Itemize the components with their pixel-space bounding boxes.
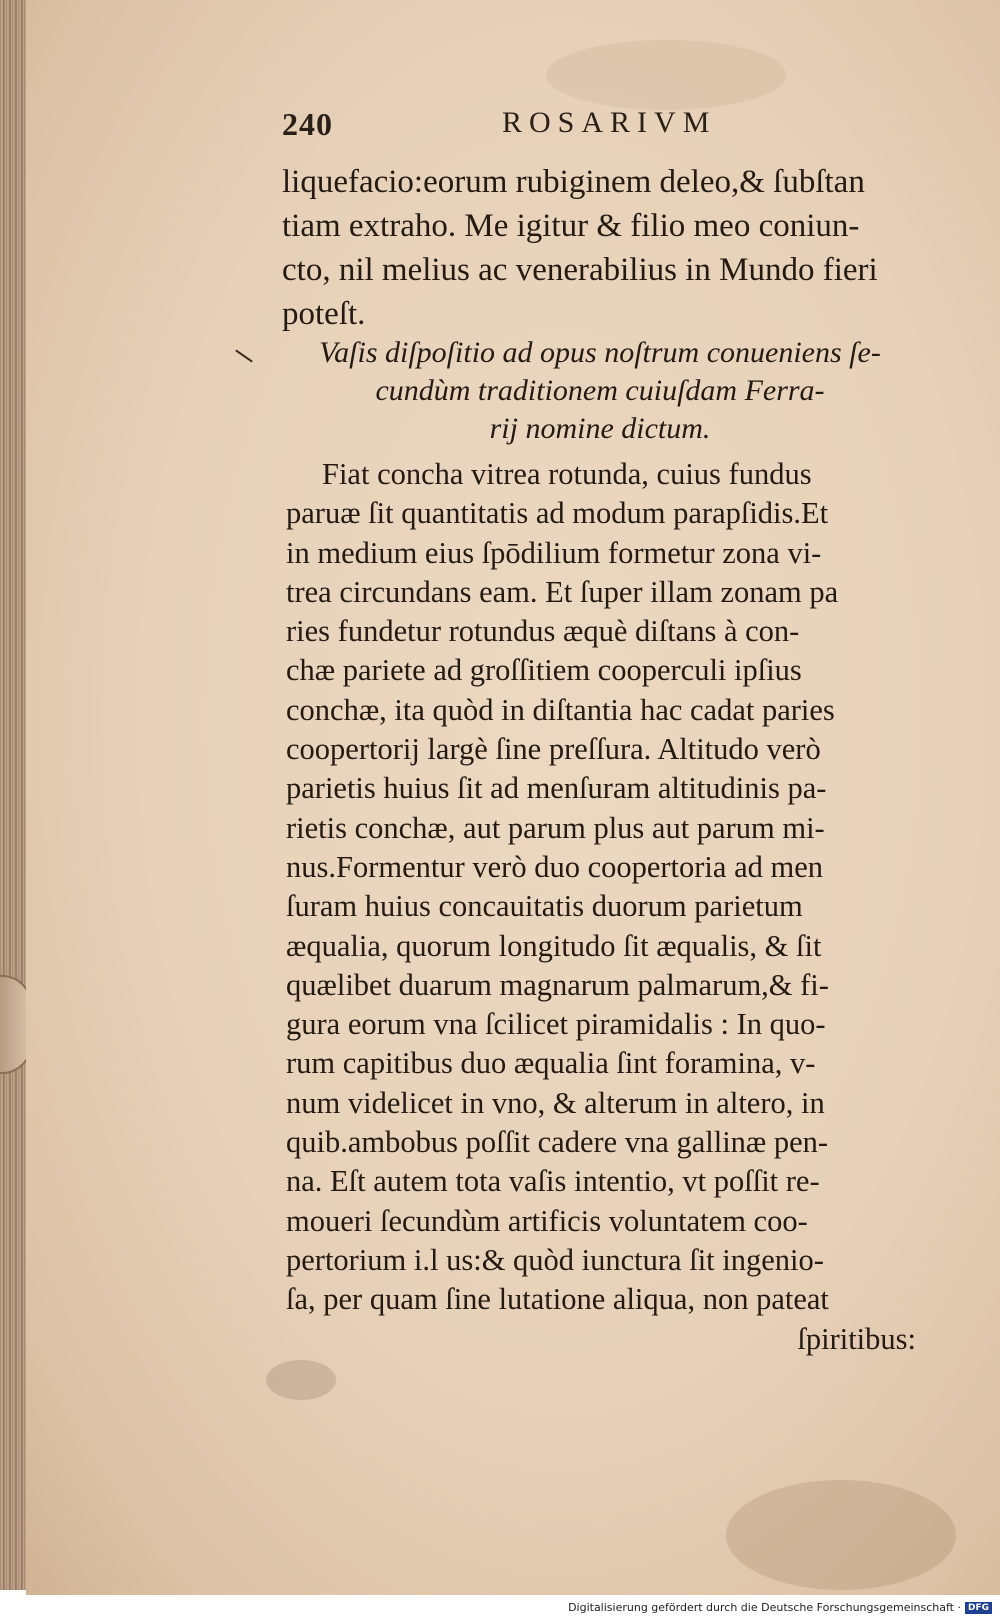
- text-line: pertorium i.l us:& quòd iunctura ſit ingenio-: [286, 1242, 824, 1277]
- dfg-logo-icon: DFG: [965, 1602, 992, 1614]
- text-line: rietis conchæ, aut parum plus aut parum mi-: [286, 810, 825, 845]
- text-line: paruæ ſit quantitatis ad modum parapſidis.Et: [286, 496, 829, 531]
- funding-credit: [568, 1601, 992, 1614]
- text-line: coopertorij largè ſine preſſura. Altitudo verò: [286, 732, 821, 767]
- credit-text: Digitalisierung gefördert durch die Deutsche Forschungsgemeinschaft ·: [568, 1601, 961, 1614]
- text-line: num videlicet in vno, & alterum in altero, in: [286, 1085, 825, 1120]
- heading-line: Vaſis diſpoſitio ad opus noſtrum conueniens ſe-: [319, 336, 881, 369]
- water-stain: [726, 1480, 956, 1590]
- text-line: ries fundetur rotundus æquè diſtans à con-: [286, 614, 800, 649]
- text-line: in medium eius ſpōdilium formetur zona vi-: [286, 535, 822, 570]
- text-line: quib.ambobus poſſit cadere vna gallinæ pen-: [286, 1125, 829, 1160]
- page-header: [282, 106, 882, 150]
- text-line: liquefacio:eorum rubiginem deleo,& ſubſtan: [282, 164, 865, 200]
- text-line: trea circundans eam. Et ſuper illam zonam pa: [286, 574, 839, 609]
- footer-bar: [0, 1595, 1000, 1617]
- ink-smudge: [266, 1360, 336, 1400]
- text-line: ſa, per quam ſine lutatione aliqua, non pateat: [286, 1282, 829, 1317]
- text-line: quælibet duarum magnarum palmarum,& fi-: [286, 967, 829, 1002]
- text-line: parietis huius ſit ad menſuram altitudinis pa-: [286, 771, 827, 806]
- text-line: Fiat concha vitrea rotunda, cuius fundus: [322, 457, 812, 491]
- heading-line: rij nomine dictum.: [489, 412, 711, 445]
- text-line: æqualia, quorum longitudo ſit æqualis, & ſit: [286, 928, 822, 963]
- text-line: gura eorum vna ſcilicet piramidalis : In quo-: [286, 1007, 826, 1042]
- text-line: rum capitibus duo æqualia ſint foramina, v-: [286, 1046, 816, 1081]
- heading-line: cundùm traditionem cuiuſdam Ferra-: [375, 374, 825, 407]
- text-line: cto, nil melius ac venerabilius in Mundo fieri: [282, 252, 878, 288]
- catchword: ſpiritibus:: [797, 1321, 916, 1356]
- section-heading: [290, 334, 910, 448]
- text-line: nus.Formentur verò duo coopertoria ad men: [286, 849, 823, 884]
- text-line: ſuram huius concauitatis duorum parietum: [286, 889, 803, 924]
- intro-paragraph: [282, 160, 912, 336]
- folio-number: 240: [282, 106, 333, 142]
- text-line: moueri ſecundùm artificis voluntatem coo-: [286, 1203, 808, 1238]
- text-line: poteſt.: [282, 296, 366, 332]
- text-line: tiam extraho. Me igitur & filio meo coniun-: [282, 208, 860, 244]
- running-head: ROSARIVM: [502, 106, 717, 139]
- text-line: chæ pariete ad groſſitiem cooperculi ipſius: [286, 653, 802, 688]
- paper-discoloration: [546, 40, 786, 110]
- text-line: conchæ, ita quòd in diſtantia hac cadat paries: [286, 692, 835, 727]
- body-paragraph: [286, 455, 916, 1359]
- text-line: na. Eſt autem tota vaſis intentio, vt poſſit re-: [286, 1164, 820, 1199]
